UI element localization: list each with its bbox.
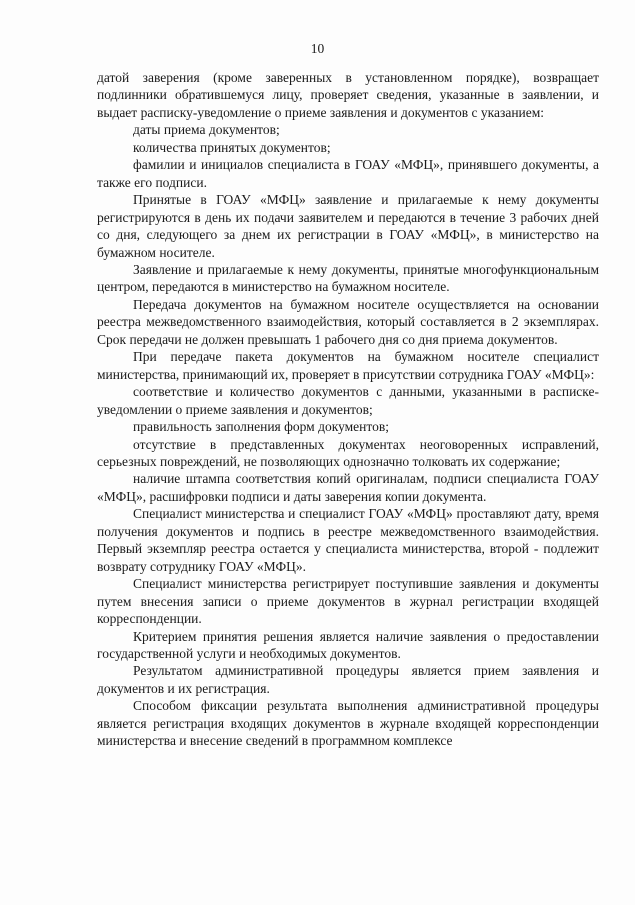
paragraph: Специалист министерства и специалист ГОАУ «МФЦ» проставляют дату, время получения документов и подпись в реестре межведомственного взаимодействия. Первый экземпляр реестра остается у специалиста министерства, второй - подлежит возврату сотруднику ГОАУ «МФЦ». — [97, 506, 599, 574]
paragraph: Критерием принятия решения является наличие заявления о предоставлении государственной услуги и необходимых документов. — [97, 628, 599, 661]
paragraph-list-item: правильность заполнения форм документов; — [133, 419, 389, 435]
paragraph-list-item: отсутствие в представленных документах неоговоренных исправлений, серьезных повреждений, не позволяющих однозначно толковать их содержание; — [97, 436, 599, 469]
paragraph-list-item: даты приема документов; — [133, 122, 280, 138]
paragraph: Результатом административной процедуры является прием заявления и документов и их регистрация. — [97, 663, 599, 696]
paragraph: При передаче пакета документов на бумажном носителе специалист министерства, принимающий их, проверяет в присутствии сотрудника ГОАУ «МФЦ»: — [97, 349, 599, 382]
paragraph-list-item: соответствие и количество документов с данными, указанными в расписке-уведомлении о приеме заявления и документов; — [97, 384, 599, 417]
document-body — [97, 69, 599, 750]
paragraph: Специалист министерства регистрирует поступившие заявления и документы путем внесения записи о приеме документов в журнал регистрации входящей корреспонденции. — [97, 576, 599, 627]
paragraph: Передача документов на бумажном носителе осуществляется на основании реестра межведомственного взаимодействия, который составляется в 2 экземплярах. Срок передачи не должен превышать 1 рабочего дня со дня приема документов. — [97, 296, 599, 347]
paragraph-continuation: датой заверения (кроме заверенных в установленном порядке), возвращает подлинники обратившемуся лицу, проверяет сведения, указанные в заявлении, и выдает расписку-уведомление о приеме заявления и документов с указанием: — [97, 70, 599, 120]
paragraph-list-item: количества принятых документов; — [133, 139, 331, 155]
paragraph-list-item: наличие штампа соответствия копий оригиналам, подписи специалиста ГОАУ «МФЦ», расшифровки подписи и даты заверения копии документа. — [97, 471, 599, 504]
paragraph: Заявление и прилагаемые к нему документы, принятые многофункциональным центром, передаются в министерство на бумажном носителе. — [97, 261, 599, 295]
page-number: 10 — [310, 41, 325, 56]
paragraph: Принятые в ГОАУ «МФЦ» заявление и прилагаемые к нему документы регистрируются в день их подачи заявителем и передаются в течение 3 рабочих дней со дня, следующего за днем их регистрации в ГОАУ «МФЦ», в министерство на бумажном носителе. — [97, 192, 599, 260]
paragraph: Способом фиксации результата выполнения административной процедуры является регистрация входящих документов в журнале входящей корреспонденции министерства и внесение сведений в программном комплексе — [97, 698, 599, 749]
paragraph-list-item: фамилии и инициалов специалиста в ГОАУ «МФЦ», принявшего документы, а также его подписи. — [97, 157, 599, 190]
